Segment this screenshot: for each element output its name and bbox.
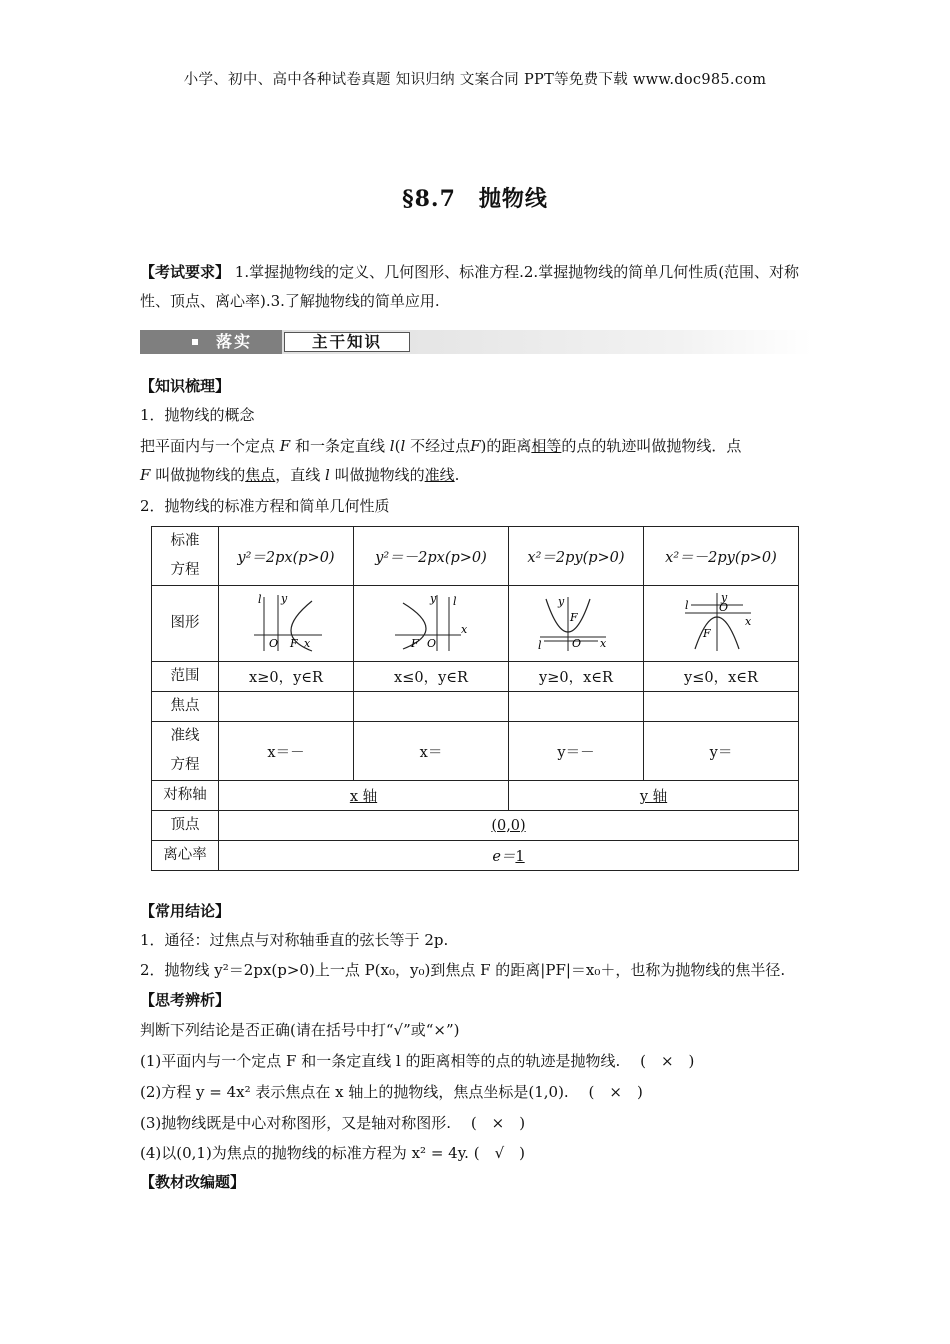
directrix-cell: y＝ bbox=[644, 722, 799, 781]
axis-value: y 轴 bbox=[639, 789, 668, 805]
range-cell: x≥0，y∈R bbox=[219, 662, 354, 692]
table-row bbox=[152, 811, 799, 841]
eccentricity-cell bbox=[219, 841, 799, 871]
label-x: x bbox=[304, 636, 311, 650]
symbol-F: F bbox=[279, 437, 291, 455]
knowledge-item2-title: 2．抛物线的标准方程和简单几何性质 bbox=[140, 497, 390, 515]
range-cell: y≥0，x∈R bbox=[508, 662, 643, 692]
section-banner bbox=[140, 330, 812, 354]
knowledge-heading: 【知识梳理】 bbox=[140, 377, 231, 395]
text-span: )的距离 bbox=[480, 437, 532, 455]
row-label-vertex: 顶点 bbox=[152, 811, 219, 841]
knowledge-item1-title: 1．抛物线的概念 bbox=[140, 406, 255, 424]
directrix-cell: x＝ bbox=[354, 722, 509, 781]
row-label-standard bbox=[152, 527, 219, 586]
equation-cell: x²＝2py(p>0) bbox=[508, 527, 643, 586]
label-l: l bbox=[685, 598, 689, 612]
textbook-heading: 【教材改编题】 bbox=[140, 1173, 246, 1191]
answer-directrix: 准线 bbox=[424, 466, 455, 484]
judgement-text: (2)方程 y = 4x² 表示焦点在 x 轴上的抛物线，焦点坐标是(1,0). bbox=[140, 1083, 569, 1101]
focus-cell bbox=[508, 692, 643, 722]
banner-right-label: 主干知识 bbox=[284, 332, 410, 352]
label-x: x bbox=[461, 622, 468, 636]
parabola-up-figure bbox=[536, 591, 616, 653]
judgement-item bbox=[140, 1113, 525, 1133]
table-row bbox=[152, 586, 799, 662]
thinking-intro: 判断下列结论是否正确(请在括号中打“√”或“×”) bbox=[140, 1021, 460, 1039]
row-label-directrix bbox=[152, 722, 219, 781]
symbol-l: l bbox=[325, 466, 330, 484]
text-span: ( bbox=[394, 437, 401, 455]
conclusions-heading: 【常用结论】 bbox=[140, 902, 231, 920]
banner-dark bbox=[140, 330, 282, 354]
label-x: x bbox=[745, 614, 752, 628]
knowledge-item1-line1 bbox=[140, 436, 741, 456]
answer-equal: 相等 bbox=[531, 437, 562, 455]
judgement-bracket: ( × ) bbox=[455, 1114, 526, 1132]
focus-cell bbox=[219, 692, 354, 722]
symbol-F: F bbox=[140, 466, 151, 484]
judgement-mark: √ bbox=[494, 1144, 505, 1162]
table-row bbox=[152, 662, 799, 692]
square-icon bbox=[192, 339, 198, 345]
exam-requirement-label: 【考试要求】 bbox=[140, 263, 231, 281]
label-l: l bbox=[537, 638, 542, 652]
judgement-item bbox=[140, 1082, 643, 1102]
row-label-axis: 对称轴 bbox=[152, 781, 219, 811]
equation-cell: y²＝2px(p>0) bbox=[219, 527, 354, 586]
text-span: 叫做抛物线的 bbox=[334, 466, 425, 484]
label-O: O bbox=[269, 636, 279, 650]
symbol-l: l bbox=[389, 437, 395, 455]
row-label-range: 范围 bbox=[152, 662, 219, 692]
label-line: 方程 bbox=[170, 562, 200, 578]
figure-cell bbox=[644, 586, 799, 662]
answer-focus: 焦点 bbox=[245, 466, 276, 484]
judgement-bracket: ( × ) bbox=[625, 1052, 695, 1070]
parabola-left-figure bbox=[391, 591, 471, 653]
table-row bbox=[152, 781, 799, 811]
conclusion-item: 1．通径：过焦点与对称轴垂直的弦长等于 2p. bbox=[140, 931, 449, 949]
judgement-bracket: ( × ) bbox=[573, 1083, 643, 1101]
label-y: y bbox=[557, 594, 565, 608]
focus-cell bbox=[354, 692, 509, 722]
eccentricity-value: 1 bbox=[515, 849, 525, 865]
label-line: 准线 bbox=[170, 728, 200, 744]
text-span: ，直线 bbox=[275, 466, 321, 484]
row-label-figure: 图形 bbox=[152, 586, 219, 662]
exam-requirement bbox=[140, 258, 820, 316]
text-span: 把平面内与一个定点 bbox=[140, 437, 276, 455]
label-O: O bbox=[719, 600, 729, 614]
judgement-bracket: ( √ ) bbox=[473, 1144, 526, 1162]
parabola-down-figure bbox=[681, 591, 761, 653]
banner-left-label: 落实 bbox=[216, 332, 253, 351]
range-cell: y≤0，x∈R bbox=[644, 662, 799, 692]
judgement-mark: × bbox=[660, 1052, 674, 1070]
text-span: 和一条定直线 bbox=[295, 437, 386, 455]
label-O: O bbox=[427, 636, 437, 650]
vertex-cell bbox=[219, 811, 799, 841]
label-O: O bbox=[571, 636, 582, 650]
exam-requirement-text: 1.掌握抛物线的定义、几何图形、标准方程.2.掌握抛物线的简单几何性质(范围、对称性、顶点、离心率).3.了解抛物线的简单应用. bbox=[140, 263, 800, 310]
symbol-l: l bbox=[400, 437, 406, 455]
label-x: x bbox=[599, 636, 607, 650]
text-span: 不经过点 bbox=[410, 437, 471, 455]
parabola-right-figure bbox=[246, 591, 326, 653]
label-y: y bbox=[430, 591, 437, 605]
figure-cell bbox=[508, 586, 643, 662]
directrix-cell: x＝－ bbox=[219, 722, 354, 781]
axis-value: x 轴 bbox=[349, 789, 378, 805]
label-F: F bbox=[411, 636, 419, 650]
label-F: F bbox=[290, 636, 298, 650]
text-span: 的点的轨迹叫做抛物线．点 bbox=[561, 437, 742, 455]
properties-table bbox=[151, 526, 799, 871]
eccentricity-prefix: e＝ bbox=[492, 849, 516, 865]
page-title: §8.7 抛物线 bbox=[402, 186, 548, 212]
label-l: l bbox=[258, 592, 262, 606]
table-row bbox=[152, 841, 799, 871]
page-header: 小学、初中、高中各种试卷真题 知识归纳 文案合同 PPT等免费下载 www.doc985.com bbox=[183, 72, 767, 88]
vertex-value: (0,0) bbox=[491, 817, 526, 834]
judgement-item bbox=[140, 1051, 694, 1071]
table-row bbox=[152, 692, 799, 722]
table-row bbox=[152, 722, 799, 781]
table-row bbox=[152, 527, 799, 586]
label-F: F bbox=[703, 626, 711, 640]
focus-cell bbox=[644, 692, 799, 722]
judgement-text: (1)平面内与一个定点 F 和一条定直线 l 的距离相等的点的轨迹是抛物线. bbox=[140, 1052, 621, 1070]
judgement-mark: × bbox=[491, 1114, 505, 1132]
text-span: 叫做抛物线的 bbox=[155, 466, 246, 484]
knowledge-item1-line2 bbox=[140, 465, 459, 485]
label-line: 方程 bbox=[170, 757, 200, 773]
row-label-focus: 焦点 bbox=[152, 692, 219, 722]
judgement-text: (3)抛物线既是中心对称图形，又是轴对称图形. bbox=[140, 1114, 452, 1132]
axis-cell bbox=[508, 781, 798, 811]
figure-cell bbox=[219, 586, 354, 662]
label-y: y bbox=[721, 590, 728, 604]
directrix-cell: y＝－ bbox=[508, 722, 643, 781]
label-y: y bbox=[281, 591, 288, 605]
row-label-eccentricity: 离心率 bbox=[152, 841, 219, 871]
judgement-text: (4)以(0,1)为焦点的抛物线的标准方程为 x² = 4y. bbox=[140, 1144, 469, 1162]
figure-cell bbox=[354, 586, 509, 662]
range-cell: x≤0，y∈R bbox=[354, 662, 509, 692]
judgement-item bbox=[140, 1143, 525, 1163]
axis-cell bbox=[219, 781, 509, 811]
symbol-F: F bbox=[470, 437, 481, 455]
judgement-mark: × bbox=[609, 1083, 622, 1101]
thinking-heading: 【思考辨析】 bbox=[140, 991, 231, 1009]
label-F: F bbox=[569, 610, 578, 624]
label-line: 标准 bbox=[170, 533, 200, 549]
conclusion-item: 2．抛物线 y²＝2px(p>0)上一点 P(x₀，y₀)到焦点 F 的距离|PF|＝x₀＋，也称为抛物线的焦半径. bbox=[140, 961, 786, 979]
equation-cell: y²＝－2px(p>0) bbox=[354, 527, 509, 586]
text-span: . bbox=[454, 466, 460, 484]
label-l: l bbox=[453, 594, 457, 608]
equation-cell: x²＝－2py(p>0) bbox=[644, 527, 799, 586]
